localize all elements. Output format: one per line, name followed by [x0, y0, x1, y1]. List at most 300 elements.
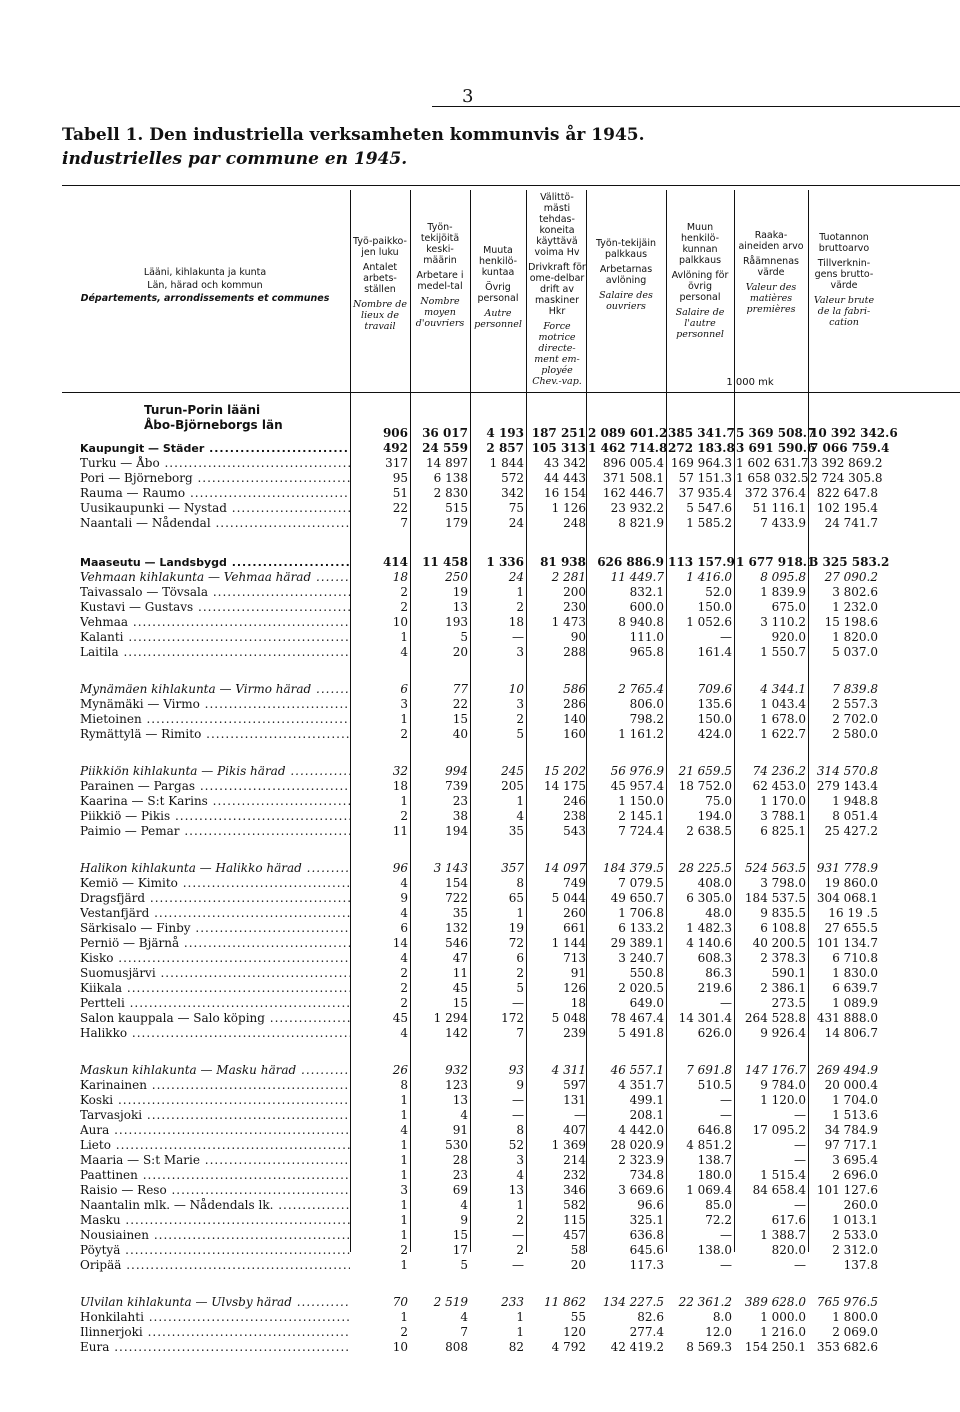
cell-col-6: 194.0	[697, 809, 732, 823]
cell-col-3: 9	[516, 1078, 524, 1092]
cell-col-8: 2 069.0	[832, 1325, 878, 1339]
cell-col-5: 4 351.7	[618, 1078, 664, 1092]
cell-col-2: 19	[452, 585, 468, 599]
column-header-6-fi: Muun henkilö-kunnan palkkaus	[678, 222, 722, 266]
cell-col-5: 208.1	[629, 1108, 664, 1122]
cell-col-5: 7 724.4	[618, 824, 664, 838]
column-header-7-fi: Raaka-aineiden arvo	[738, 230, 804, 252]
cell-col-2: 40	[452, 727, 468, 741]
cell-col-3: 52	[508, 1138, 524, 1152]
cell-col-2: 22	[452, 697, 468, 711]
cell-col-3: 75	[508, 501, 524, 515]
cell-col-8: 24 741.7	[824, 516, 878, 530]
cell-col-7: 2 386.1	[760, 981, 806, 995]
cell-col-7: 590.1	[771, 966, 806, 980]
cell-col-2: 4	[460, 1310, 468, 1324]
cell-col-1: 4	[400, 906, 408, 920]
cell-col-1: 2	[400, 1325, 408, 1339]
cell-col-8: 19 860.0	[824, 876, 878, 890]
cell-col-5: 1 462 714.8	[588, 441, 668, 455]
row-label: Karinainen .....	[80, 1078, 350, 1093]
cell-col-5: 46 557.1	[610, 1063, 664, 1077]
cell-col-2: 45	[452, 981, 468, 995]
cell-col-6: 135.6	[697, 697, 732, 711]
cell-col-4: 43 342	[544, 456, 586, 470]
column-header-3-fi: Muuta henkilö-kuntaa	[478, 245, 518, 278]
cell-col-1: 45	[392, 1011, 408, 1025]
cell-col-7: 1 622.7	[760, 727, 806, 741]
cell-col-3: —	[512, 1258, 524, 1272]
row-label: Turku — Åbo .....	[80, 456, 350, 471]
cell-col-8: 431 888.0	[816, 1011, 878, 1025]
table-row	[0, 794, 960, 809]
cell-col-1: 4	[400, 1123, 408, 1137]
cell-col-1: 1	[400, 1198, 408, 1212]
cell-col-7: 1 388.7	[760, 1228, 806, 1242]
cell-col-6: 150.0	[697, 600, 732, 614]
cell-col-5: 78 467.4	[610, 1011, 664, 1025]
cell-col-1: 2	[400, 585, 408, 599]
cell-col-3: 572	[501, 471, 524, 485]
cell-col-3: 24	[508, 570, 524, 584]
cell-col-7: 1 120.0	[760, 1093, 806, 1107]
cell-col-6: 1 482.3	[686, 921, 732, 935]
cell-col-1: 1	[400, 712, 408, 726]
cell-col-2: 530	[445, 1138, 468, 1152]
row-label: Paimio — Pemar .....	[80, 824, 350, 839]
table-row	[0, 516, 960, 531]
column-header-8-fr: Valeur brute de la fabri-cation	[813, 295, 875, 328]
cell-col-2: 14 897	[426, 456, 468, 470]
cell-col-1: 32	[392, 764, 408, 778]
table-row	[0, 615, 960, 630]
table-row	[0, 1228, 960, 1243]
cell-col-8: 1 232.0	[832, 600, 878, 614]
cell-col-1: 51	[392, 486, 408, 500]
cell-col-2: 179	[445, 516, 468, 530]
column-header-8-sv: Tillverknin-gens brutto-värde	[814, 258, 874, 291]
cell-col-2: 15	[452, 996, 468, 1010]
cell-col-7: 6 825.1	[760, 824, 806, 838]
cell-col-8: 304 068.1	[816, 891, 878, 905]
cell-col-3: 93	[508, 1063, 524, 1077]
row-label: Aura .....	[80, 1123, 350, 1138]
cell-col-6: 1 585.2	[686, 516, 732, 530]
cell-col-7: 7 433.9	[760, 516, 806, 530]
cell-col-3: 1	[516, 1325, 524, 1339]
cell-col-2: 2 830	[433, 486, 468, 500]
column-header-2-fi: Työn-tekijöitä keski-määrin	[420, 222, 460, 266]
cell-col-1: 1	[400, 1258, 408, 1272]
table-row	[0, 712, 960, 727]
cell-col-6: 1 069.4	[686, 1183, 732, 1197]
cell-col-3: 3	[516, 1153, 524, 1167]
row-label: Mietoinen .....	[80, 712, 350, 727]
cell-col-4: 661	[563, 921, 586, 935]
cell-col-2: 17	[452, 1243, 468, 1257]
cell-col-8: 3 695.4	[832, 1153, 878, 1167]
table-row	[0, 1108, 960, 1123]
table-row	[0, 697, 960, 712]
cell-col-1: 4	[400, 951, 408, 965]
cell-col-5: 626 886.9	[597, 555, 664, 569]
column-header-5-sv: Arbetarnas avlöning	[599, 264, 653, 286]
table-row	[0, 981, 960, 996]
cell-col-8: 2 724 305.8	[810, 471, 883, 485]
cell-col-2: 194	[445, 824, 468, 838]
cell-col-2: 23	[452, 794, 468, 808]
cell-col-7: 524 563.5	[744, 861, 806, 875]
cell-col-6: 72.2	[705, 1213, 732, 1227]
table-row	[0, 682, 960, 697]
cell-col-3: —	[512, 996, 524, 1010]
cell-col-6: 57 151.3	[678, 471, 732, 485]
column-header-2-fr: Nombre moyen d'ouvriers	[415, 296, 465, 329]
cell-col-6: 272 183.8	[668, 441, 735, 455]
cell-col-8: 2 702.0	[832, 712, 878, 726]
cell-col-8: 1 704.0	[832, 1093, 878, 1107]
cell-col-4: 160	[563, 727, 586, 741]
cell-col-1: 6	[400, 921, 408, 935]
cell-col-7: 3 798.0	[760, 876, 806, 890]
cell-col-4: 105 313	[531, 441, 586, 455]
cell-col-3: 3	[516, 645, 524, 659]
cell-col-4: 713	[563, 951, 586, 965]
cell-col-6: 1 416.0	[686, 570, 732, 584]
cell-col-2: 47	[452, 951, 468, 965]
cell-col-8: 97 717.1	[824, 1138, 878, 1152]
cell-col-5: 29 389.1	[610, 936, 664, 950]
cell-col-4: 16 154	[544, 486, 586, 500]
row-label: Uusikaupunki — Nystad .....	[80, 501, 350, 516]
cell-col-5: 325.1	[629, 1213, 664, 1227]
cell-col-7: —	[794, 1108, 806, 1122]
cell-col-8: 822 647.8	[816, 486, 878, 500]
cell-col-3: —	[512, 1228, 524, 1242]
cell-col-4: 131	[563, 1093, 586, 1107]
cell-col-6: 219.6	[697, 981, 732, 995]
cell-col-5: 117.3	[629, 1258, 664, 1272]
cell-col-6: 22 361.2	[678, 1295, 732, 1309]
table-row	[0, 501, 960, 516]
cell-col-4: 246	[563, 794, 586, 808]
cell-col-8: 10 392 342.6	[810, 426, 898, 440]
cell-col-7: 273.5	[771, 996, 806, 1010]
cell-col-5: 371 508.1	[602, 471, 664, 485]
cell-col-2: 5	[460, 1258, 468, 1272]
cell-col-2: 15	[452, 1228, 468, 1242]
row-label: Maaria — S:t Marie .....	[80, 1153, 350, 1168]
table-row	[0, 1183, 960, 1198]
cell-col-5: 2 145.1	[618, 809, 664, 823]
cell-col-1: 1	[400, 1153, 408, 1167]
cell-col-6: 161.4	[697, 645, 732, 659]
cell-col-4: 5 048	[551, 1011, 586, 1025]
cell-col-2: 4	[460, 1198, 468, 1212]
cell-col-4: 4 792	[551, 1340, 586, 1354]
cell-col-5: 82.6	[637, 1310, 664, 1324]
cell-col-8: 1 800.0	[832, 1310, 878, 1324]
cell-col-7: 154 250.1	[744, 1340, 806, 1354]
cell-col-7: 820.0	[771, 1243, 806, 1257]
cell-col-5: 162 446.7	[602, 486, 664, 500]
cell-col-4: 81 938	[540, 555, 586, 569]
cell-col-8: 1 089.9	[832, 996, 878, 1010]
cell-col-6: 37 935.4	[678, 486, 732, 500]
cell-col-8: 1 948.8	[832, 794, 878, 808]
cell-col-4: 126	[563, 981, 586, 995]
cell-col-1: 8	[400, 1078, 408, 1092]
cell-col-7: 9 835.5	[760, 906, 806, 920]
cell-col-3: 35	[508, 824, 524, 838]
cell-col-1: 414	[382, 555, 408, 569]
cell-col-7: 9 784.0	[760, 1078, 806, 1092]
cell-col-3: 8	[516, 876, 524, 890]
row-label: Salon kauppala — Salo köping .....	[80, 1011, 350, 1026]
cell-col-4: 14 175	[544, 779, 586, 793]
cell-col-6: 169 964.3	[670, 456, 732, 470]
cell-col-2: 38	[452, 809, 468, 823]
cell-col-4: 5 044	[551, 891, 586, 905]
cell-col-3: 4	[516, 809, 524, 823]
row-label: Rauma — Raumo .....	[80, 486, 350, 501]
cell-col-5: 3 240.7	[618, 951, 664, 965]
row-label: Koski .....	[80, 1093, 350, 1108]
cell-col-8: 279 143.4	[816, 779, 878, 793]
cell-col-1: 2	[400, 600, 408, 614]
cell-col-2: 250	[445, 570, 468, 584]
cell-col-2: 1 294	[433, 1011, 468, 1025]
cell-col-5: 550.8	[629, 966, 664, 980]
cell-col-6: 510.5	[697, 1078, 732, 1092]
cell-col-6: 48.0	[705, 906, 732, 920]
cell-col-8: 101 134.7	[816, 936, 878, 950]
cell-col-5: 5 491.8	[618, 1026, 664, 1040]
table-row	[0, 809, 960, 824]
cell-col-2: 994	[445, 764, 468, 778]
row-label: Pori — Björneborg .....	[80, 471, 350, 486]
row-label: Taivassalo — Tövsala .....	[80, 585, 350, 600]
cell-col-6: 1 052.6	[686, 615, 732, 629]
cell-col-6: 113 157.9	[668, 555, 735, 569]
cell-col-1: 70	[392, 1295, 408, 1309]
cell-col-5: 832.1	[629, 585, 664, 599]
cell-col-4: 457	[563, 1228, 586, 1242]
cell-col-8: 7 066 759.4	[810, 441, 890, 455]
cell-col-7: 40 200.5	[752, 936, 806, 950]
cell-col-8: 3 392 869.2	[810, 456, 883, 470]
cell-col-7: 1 677 918.1	[736, 555, 816, 569]
cell-col-7: 617.6	[771, 1213, 806, 1227]
cell-col-2: 808	[445, 1340, 468, 1354]
cell-col-6: 5 547.6	[686, 501, 732, 515]
cell-col-2: 11	[452, 966, 468, 980]
cell-col-4: 239	[563, 1026, 586, 1040]
cell-col-3: 18	[508, 615, 524, 629]
cell-col-5: 896 005.4	[602, 456, 664, 470]
row-label: Kiikala .....	[80, 981, 350, 996]
cell-col-8: 3 325 583.2	[810, 555, 890, 569]
table-row	[0, 1123, 960, 1138]
cell-col-8: 27 090.2	[824, 570, 878, 584]
cell-col-7: 62 453.0	[752, 779, 806, 793]
row-label: Eura .....	[80, 1340, 350, 1355]
column-header-4-sv: Drivkraft för ome-delbar drift av maskiner Hkr	[528, 262, 586, 317]
cell-col-5: 645.6	[629, 1243, 664, 1257]
cell-col-4: 230	[563, 600, 586, 614]
cell-col-4: 586	[563, 682, 586, 696]
cell-col-1: 11	[392, 824, 408, 838]
cell-col-3: 10	[508, 682, 524, 696]
row-label: Kaupungit — Städer .....	[80, 441, 350, 456]
cell-col-5: 3 669.6	[618, 1183, 664, 1197]
table-row	[0, 824, 960, 839]
cell-col-6: 150.0	[697, 712, 732, 726]
cell-col-7: 9 926.4	[760, 1026, 806, 1040]
cell-col-7: 74 236.2	[752, 764, 806, 778]
cell-col-2: 28	[452, 1153, 468, 1167]
row-label: Kaarina — S:t Karins .....	[80, 794, 350, 809]
cell-col-8: 269 494.9	[816, 1063, 878, 1077]
cell-col-1: 95	[392, 471, 408, 485]
table-row	[0, 1198, 960, 1213]
cell-col-2: 7	[460, 1325, 468, 1339]
cell-col-3: 4	[516, 1168, 524, 1182]
header-bottom-rule	[62, 392, 960, 393]
cell-col-5: 965.8	[629, 645, 664, 659]
cell-col-4: 115	[563, 1213, 586, 1227]
table-row	[0, 936, 960, 951]
column-header-5-fi: Työn-tekijäin palkkaus	[595, 238, 657, 260]
cell-col-7: 184 537.5	[744, 891, 806, 905]
cell-col-7: 3 691 590.6	[736, 441, 816, 455]
cell-col-6: 180.0	[697, 1168, 732, 1182]
cell-col-5: 499.1	[629, 1093, 664, 1107]
cell-col-2: 36 017	[422, 426, 468, 440]
column-header-6	[668, 222, 732, 344]
cell-col-3: 1	[516, 1198, 524, 1212]
cell-col-1: 1	[400, 1138, 408, 1152]
cell-col-4: 55	[570, 1310, 586, 1324]
cell-col-8: 8 051.4	[832, 809, 878, 823]
cell-col-2: 69	[452, 1183, 468, 1197]
table-title-french: industrielles par commune en 1945.	[62, 149, 408, 169]
cell-col-5: 2 020.5	[618, 981, 664, 995]
table-title-swedish: Tabell 1. Den industriella verksamheten kommunvis år 1945.	[62, 125, 645, 145]
cell-col-8: 137.8	[843, 1258, 878, 1272]
cell-col-5: 56 976.9	[610, 764, 664, 778]
column-header-3	[472, 245, 524, 334]
row-label: Pöytyä .....	[80, 1243, 350, 1258]
cell-col-6: —	[720, 630, 732, 644]
cell-col-7: 1 678.0	[760, 712, 806, 726]
cell-col-7: 1 658 032.5	[736, 471, 809, 485]
row-label: Masku .....	[80, 1213, 350, 1228]
table-row	[0, 441, 960, 456]
cell-col-1: 317	[385, 456, 408, 470]
column-header-4-fr: Force motrice directe-ment em-ployée Chev.-vap.	[532, 321, 582, 387]
cell-col-5: 96.6	[637, 1198, 664, 1212]
cell-col-2: 546	[445, 936, 468, 950]
cell-col-4: 90	[570, 630, 586, 644]
cell-col-1: 4	[400, 645, 408, 659]
row-label: Pertteli .....	[80, 996, 350, 1011]
cell-col-1: 18	[392, 570, 408, 584]
cell-col-7: 1 550.7	[760, 645, 806, 659]
cell-col-7: 1 839.9	[760, 585, 806, 599]
cell-col-3: 8	[516, 1123, 524, 1137]
row-label: Rymättylä — Rimito .....	[80, 727, 350, 742]
cell-col-5: 2 765.4	[618, 682, 664, 696]
column-header-4-fi: Välittö-mästi tehdas-koneita käyttävä voima Hv	[534, 192, 580, 258]
stub-header	[78, 266, 332, 305]
cell-col-7: 147 176.7	[744, 1063, 806, 1077]
cell-col-1: 2	[400, 996, 408, 1010]
cell-col-6: 8 569.3	[686, 1340, 732, 1354]
column-header-8-fi: Tuotannon bruttoarvo	[818, 232, 870, 254]
table-row	[0, 426, 960, 441]
cell-col-3: 342	[501, 486, 524, 500]
cell-col-4: 407	[563, 1123, 586, 1137]
cell-col-1: 1	[400, 1093, 408, 1107]
cell-col-8: 2 533.0	[832, 1228, 878, 1242]
row-label: Parainen — Pargas .....	[80, 779, 350, 794]
cell-col-3: 5	[516, 727, 524, 741]
cell-col-8: 353 682.6	[816, 1340, 878, 1354]
row-label: Kustavi — Gustavs .....	[80, 600, 350, 615]
column-header-1	[352, 236, 408, 336]
cell-col-2: 91	[452, 1123, 468, 1137]
cell-col-7: 1 170.0	[760, 794, 806, 808]
cell-col-1: 10	[392, 615, 408, 629]
cell-col-4: 14 097	[544, 861, 586, 875]
cell-col-4: 238	[563, 809, 586, 823]
cell-col-6: 646.8	[697, 1123, 732, 1137]
cell-col-4: 44 443	[544, 471, 586, 485]
cell-col-7: 1 515.4	[760, 1168, 806, 1182]
cell-col-3: 19	[508, 921, 524, 935]
cell-col-6: —	[720, 1093, 732, 1107]
cell-col-6: —	[720, 1258, 732, 1272]
cell-col-8: 260.0	[843, 1198, 878, 1212]
table-row	[0, 570, 960, 585]
cell-col-8: 5 037.0	[832, 645, 878, 659]
table-row	[0, 471, 960, 486]
row-label: Halikko .....	[80, 1026, 350, 1041]
cell-col-5: 49 650.7	[610, 891, 664, 905]
table-row	[0, 1258, 960, 1273]
row-label: Oripää .....	[80, 1258, 350, 1273]
cell-col-3: 24	[508, 516, 524, 530]
cell-col-7: 264 528.8	[744, 1011, 806, 1025]
cell-col-8: 1 013.1	[832, 1213, 878, 1227]
table-row	[0, 1138, 960, 1153]
cell-col-1: 2	[400, 809, 408, 823]
cell-col-7: 389 628.0	[744, 1295, 806, 1309]
cell-col-1: 3	[400, 697, 408, 711]
cell-col-3: 2	[516, 600, 524, 614]
cell-col-3: 2	[516, 1213, 524, 1227]
cell-col-3: 5	[516, 981, 524, 995]
cell-col-4: 18	[570, 996, 586, 1010]
cell-col-3: 1	[516, 585, 524, 599]
cell-col-8: 2 312.0	[832, 1243, 878, 1257]
cell-col-1: 4	[400, 876, 408, 890]
cell-col-7: —	[794, 1153, 806, 1167]
column-header-8	[810, 232, 878, 332]
cell-col-4: 248	[563, 516, 586, 530]
cell-col-8: 6 639.7	[832, 981, 878, 995]
